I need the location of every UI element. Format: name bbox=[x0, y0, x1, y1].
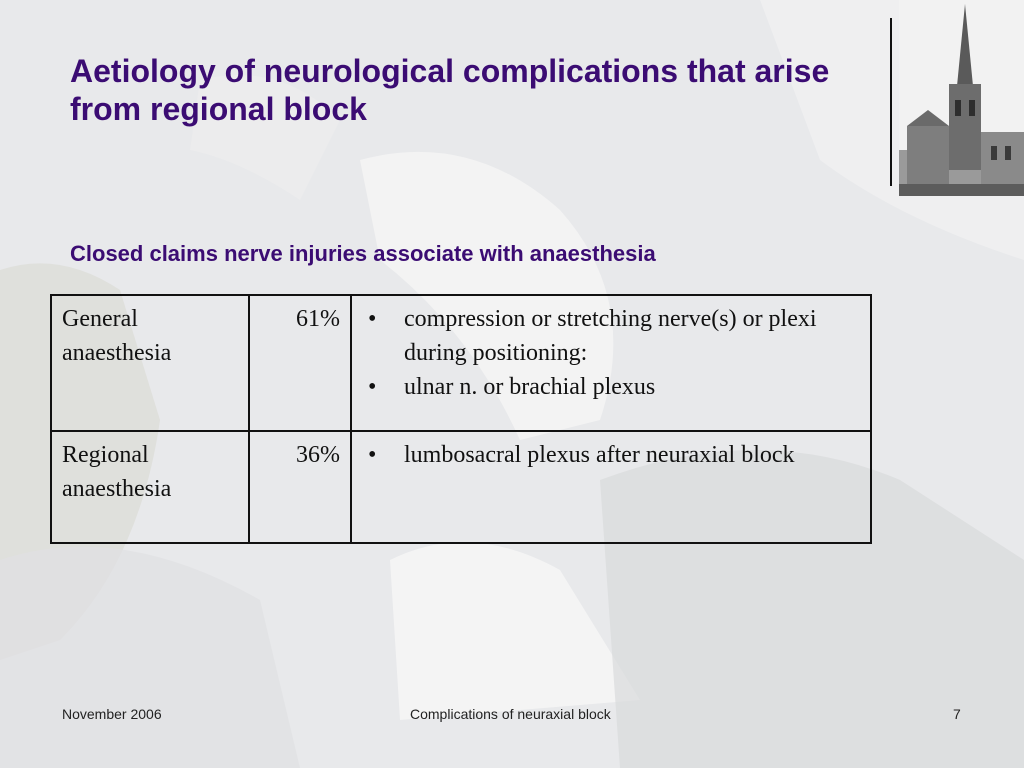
table-row bbox=[51, 295, 871, 431]
slide-subtitle: Closed claims nerve injuries associate with anaesthesia bbox=[70, 241, 656, 266]
notes-list bbox=[362, 302, 860, 404]
notes-list bbox=[362, 438, 860, 472]
footer-title: Complications of neuraxial block bbox=[410, 706, 611, 722]
church-spire-image bbox=[899, 0, 1024, 196]
claims-table bbox=[50, 294, 872, 544]
table-row bbox=[51, 431, 871, 543]
anaesthesia-type-cell: Regional anaesthesia bbox=[51, 431, 249, 543]
list-item: • compression or stretching nerve(s) or plexi during positioning: bbox=[362, 302, 860, 370]
notes-cell bbox=[351, 295, 871, 431]
footer-date: November 2006 bbox=[62, 706, 162, 722]
percentage-cell: 36% bbox=[249, 431, 351, 543]
page-number: 7 bbox=[953, 706, 961, 722]
list-item: • lumbosacral plexus after neuraxial block bbox=[362, 438, 860, 472]
percentage-cell: 61% bbox=[249, 295, 351, 431]
slide-title: Aetiology of neurological complications that arise from regional block bbox=[70, 53, 830, 127]
notes-cell bbox=[351, 431, 871, 543]
anaesthesia-type-cell: General anaesthesia bbox=[51, 295, 249, 431]
title-divider bbox=[890, 18, 892, 186]
list-item: • ulnar n. or brachial plexus bbox=[362, 370, 860, 404]
